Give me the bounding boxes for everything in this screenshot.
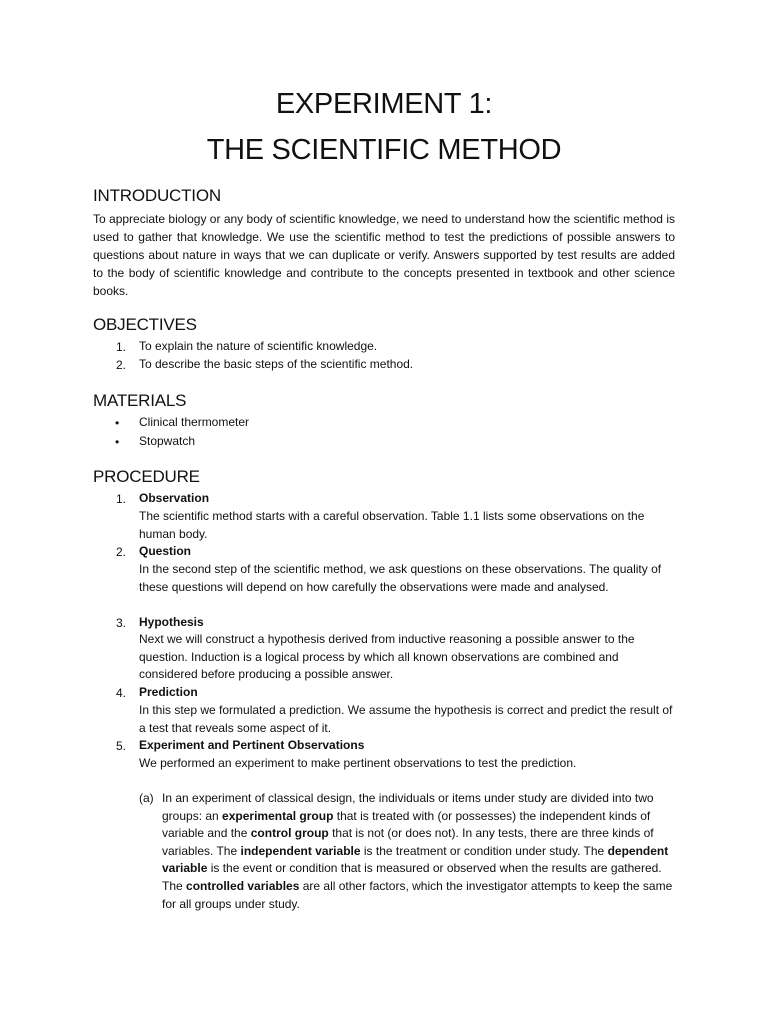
introduction-heading: INTRODUCTION xyxy=(93,186,221,205)
step-number: 1. xyxy=(116,492,127,506)
step-number: 5. xyxy=(116,739,127,753)
term-control-group: control group xyxy=(250,826,329,841)
introduction-text: To appreciate biology or any body of scientific knowledge, we need to understand how the scientific method is used to gather that knowledge. We use the scientific method to test the predictions of possible answers to questions about nature in ways that we can duplicate or verify. Answers supported by test results are added to the body of scientific knowledge and contribute to the concepts presented in textbook and other science books. xyxy=(93,212,675,298)
bullet-icon: • xyxy=(115,435,120,449)
title-line-2: THE SCIENTIFIC METHOD xyxy=(206,134,562,166)
title-line-1: EXPERIMENT 1: xyxy=(275,88,493,120)
step-text: The scientific method starts with a careful observation. Table 1.1 lists some observations on the human body. xyxy=(139,509,645,541)
objective-number: 1. xyxy=(116,340,127,354)
step-number: 2. xyxy=(116,545,127,559)
step-title: Question xyxy=(139,544,192,558)
material-item: Stopwatch xyxy=(139,434,196,448)
step-number: 3. xyxy=(116,616,127,630)
step-text: Next we will construct a hypothesis derived from inductive reasoning a possible answer to the question. Induction is a logical process by which all known observations are combined and considered before producing a possible answer. xyxy=(139,632,635,682)
objectives-heading: OBJECTIVES xyxy=(93,315,197,334)
procedure-heading: PROCEDURE xyxy=(93,467,200,486)
step-text: In this step we formulated a prediction. We assume the hypothesis is correct and predict the result of a test that reveals some aspect of it. xyxy=(139,703,673,735)
objective-text: To explain the nature of scientific knowledge. xyxy=(139,339,378,353)
term-controlled-variables: controlled variables xyxy=(186,878,300,893)
objective-text: To describe the basic steps of the scientific method. xyxy=(139,357,414,371)
step-title: Hypothesis xyxy=(139,615,204,629)
sub-item-text: In an experiment of classical design, the individuals or items under study are divided into two groups: an experimental group that is treated with (or possesses) the independent kinds of variable and the control group that is not (or does not). In any tests, there are three kinds of variables. The independent variable is the treatment or condition under study. The dependent variable is the event or condition that is measured or observed when the results are gathered. The controlled variables are all other factors, which the investigator attempts to keep the same for all groups under study. xyxy=(162,791,673,911)
materials-heading: MATERIALS xyxy=(93,391,187,410)
step-title: Prediction xyxy=(139,685,198,699)
step-title: Observation xyxy=(139,491,210,505)
sub-item-marker: (a) xyxy=(139,791,154,805)
term-independent-variable: independent variable xyxy=(240,843,361,858)
step-text: In the second step of the scientific method, we ask questions on these observations. The quality of these questions will depend on how carefully the observations were made and analysed. xyxy=(139,562,662,594)
step-title: Experiment and Pertinent Observations xyxy=(139,738,365,752)
term-experimental-group: experimental group xyxy=(222,808,334,823)
bullet-icon: • xyxy=(115,416,120,430)
step-text: We performed an experiment to make pertinent observations to test the prediction. xyxy=(139,756,577,770)
objective-number: 2. xyxy=(116,358,127,372)
term-dependent-variable: dependent variable xyxy=(162,843,669,876)
material-item: Clinical thermometer xyxy=(139,415,250,429)
step-number: 4. xyxy=(116,686,127,700)
